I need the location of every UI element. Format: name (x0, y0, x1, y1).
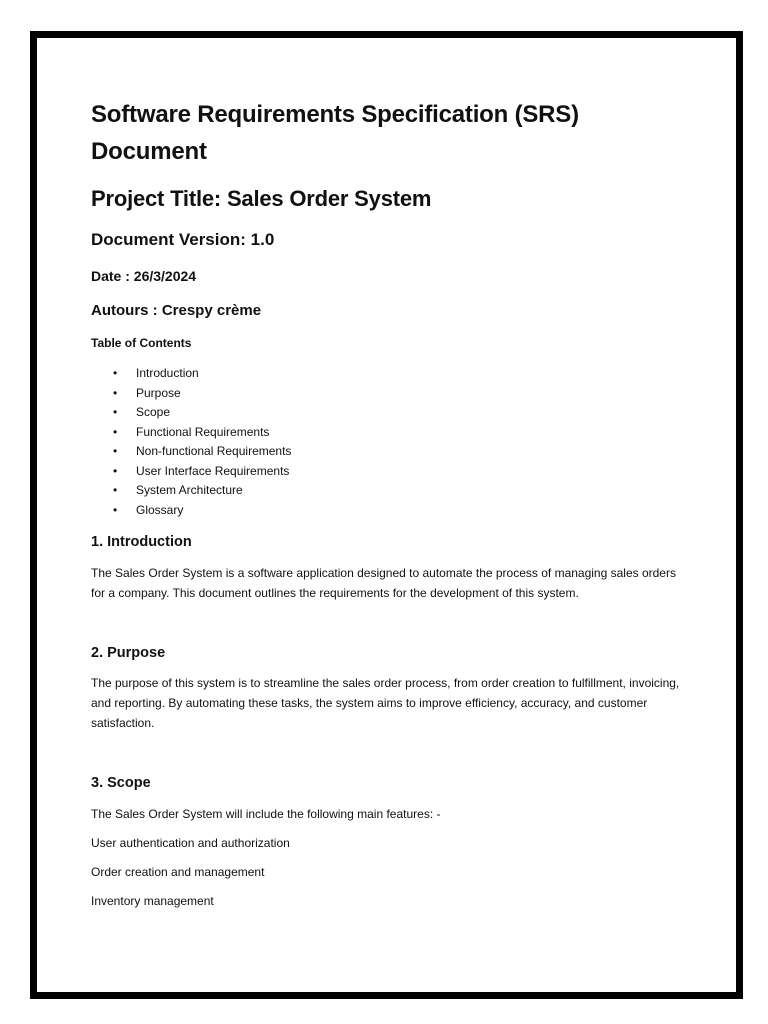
toc-item (91, 364, 291, 384)
document-version: Document Version: 1.0 (91, 230, 275, 249)
document-authors: Autours : Crespy crème (91, 302, 262, 319)
bullet-icon: • (113, 366, 118, 380)
scope-feature: Order creation and management (91, 865, 265, 879)
toc-item-label: System Architecture (136, 483, 243, 497)
scope-intro: The Sales Order System will include the following main features: - (91, 807, 441, 821)
toc-item (91, 481, 291, 501)
project-title: Project Title: Sales Order System (91, 186, 432, 211)
document-date: Date : 26/3/2024 (91, 268, 197, 284)
bullet-icon: • (113, 502, 118, 517)
toc-item (91, 462, 291, 482)
toc-item-label: User Interface Requirements (136, 463, 290, 478)
toc-item-label: Purpose (136, 385, 181, 400)
bullet-icon: • (113, 405, 118, 419)
scope-feature: User authentication and authorization (91, 836, 290, 850)
document-title: Software Requirements Specification (SRS) Document (91, 101, 579, 165)
scope-feature: Inventory management (91, 894, 214, 908)
toc-item-label: Glossary (136, 502, 184, 517)
toc-item (91, 501, 291, 521)
toc-item-label: Scope (136, 405, 171, 419)
introduction-text: The Sales Order System is a software application designed to automate the process of managing sales orders for a company. This document outlines the requirements for the development of this system. (91, 566, 676, 600)
toc-item (91, 384, 291, 404)
bullet-icon: • (113, 424, 118, 439)
toc-list (91, 364, 291, 520)
toc-item (91, 442, 291, 462)
toc-item-label: Non-functional Requirements (136, 444, 292, 458)
purpose-text: The purpose of this system is to streamline the sales order process, from order creation to fulfillment, invoicing, and reporting. By automating these tasks, the system aims to improve efficiency, accuracy, and customer satisfaction. (91, 676, 680, 730)
bullet-icon: • (113, 463, 118, 478)
bullet-icon: • (113, 444, 118, 458)
toc-item (91, 403, 291, 423)
toc-item-label: Introduction (136, 366, 199, 380)
bullet-icon: • (113, 483, 118, 497)
toc-item-label: Functional Requirements (136, 424, 270, 439)
bullet-icon: • (113, 385, 118, 400)
toc-item (91, 423, 291, 443)
document-page (30, 31, 743, 999)
scope-heading: 3. Scope (91, 775, 151, 791)
toc-title: Table of Contents (91, 336, 192, 350)
introduction-heading: 1. Introduction (91, 534, 192, 550)
purpose-heading: 2. Purpose (91, 645, 166, 661)
